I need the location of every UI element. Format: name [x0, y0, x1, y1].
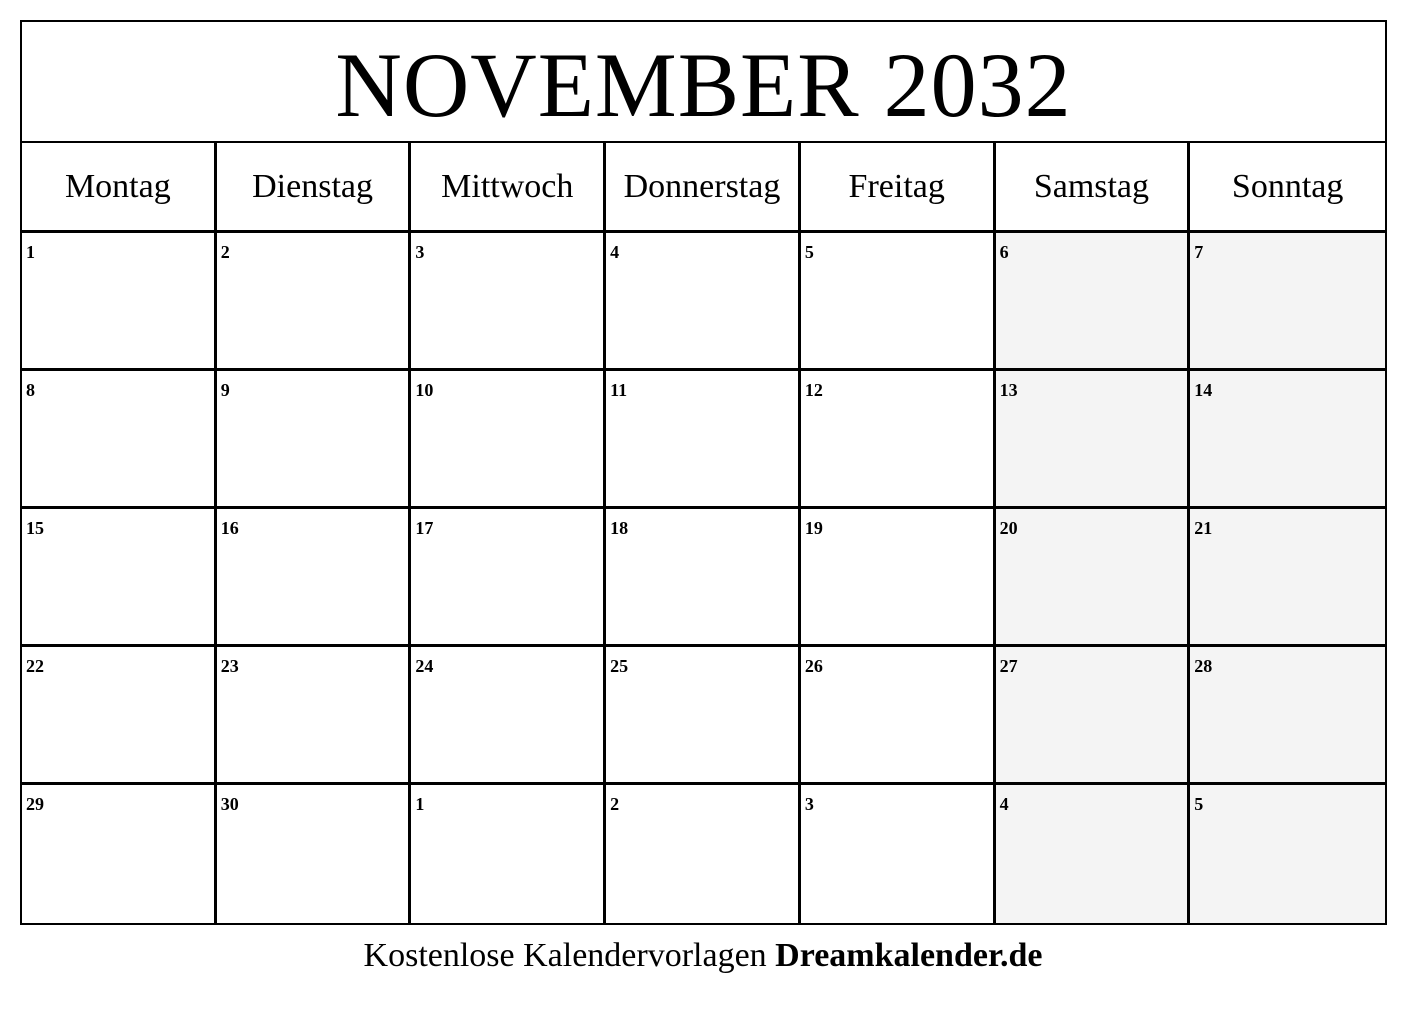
day-cell[interactable] [217, 785, 412, 923]
day-number: 27 [999, 656, 1018, 676]
day-number: 11 [610, 380, 628, 400]
day-number: 23 [220, 656, 239, 676]
day-number: 22 [26, 656, 44, 676]
weekday-friday: Freitag [801, 143, 996, 233]
day-number: 5 [804, 242, 814, 262]
title-bar [22, 22, 1385, 143]
day-cell[interactable] [22, 233, 217, 371]
day-cell[interactable] [1190, 233, 1385, 371]
day-number: 26 [804, 656, 823, 676]
day-number: 3 [804, 794, 814, 814]
day-number: 17 [415, 518, 434, 538]
day-number: 8 [26, 380, 35, 400]
day-number: 4 [610, 242, 620, 262]
day-cell[interactable] [996, 371, 1191, 509]
day-cell[interactable] [1190, 371, 1385, 509]
day-cell[interactable] [217, 371, 412, 509]
day-number: 14 [1194, 380, 1213, 400]
day-number: 16 [220, 518, 239, 538]
day-cell[interactable] [801, 371, 996, 509]
day-number: 30 [220, 794, 239, 814]
weekday-tuesday: Dienstag [217, 143, 412, 233]
day-cell[interactable] [996, 509, 1191, 647]
day-number: 19 [804, 518, 823, 538]
day-cell[interactable] [801, 647, 996, 785]
day-number: 12 [804, 380, 823, 400]
day-cell[interactable] [606, 647, 801, 785]
day-number: 28 [1194, 656, 1213, 676]
day-number: 21 [1194, 518, 1213, 538]
day-number: 20 [999, 518, 1018, 538]
day-cell[interactable] [411, 785, 606, 923]
day-number: 3 [415, 242, 425, 262]
day-cell[interactable] [606, 509, 801, 647]
day-number: 25 [610, 656, 629, 676]
day-number: 4 [999, 794, 1009, 814]
day-cell[interactable] [996, 647, 1191, 785]
day-number: 2 [610, 794, 620, 814]
day-number: 9 [220, 380, 230, 400]
day-cell[interactable] [22, 785, 217, 923]
day-grid [22, 233, 1385, 923]
day-cell[interactable] [1190, 509, 1385, 647]
weekday-sunday: Sonntag [1190, 143, 1385, 233]
day-cell[interactable] [1190, 785, 1385, 923]
day-cell[interactable] [411, 647, 606, 785]
day-cell[interactable] [606, 371, 801, 509]
day-cell[interactable] [411, 371, 606, 509]
day-number: 10 [415, 380, 434, 400]
day-number: 1 [26, 242, 35, 262]
day-cell[interactable] [801, 509, 996, 647]
day-cell[interactable] [996, 785, 1191, 923]
weekday-thursday: Donnerstag [606, 143, 801, 233]
weekday-wednesday: Mittwoch [411, 143, 606, 233]
day-number: 24 [415, 656, 434, 676]
calendar-title: NOVEMBER 2032 [335, 33, 1072, 136]
weekday-header [22, 143, 1385, 233]
day-cell[interactable] [217, 233, 412, 371]
day-number: 29 [26, 794, 44, 814]
day-cell[interactable] [217, 509, 412, 647]
day-cell[interactable] [22, 371, 217, 509]
day-number: 15 [26, 518, 44, 538]
day-cell[interactable] [411, 509, 606, 647]
footer-brand: Dreamkalender.de [775, 937, 1043, 974]
day-cell[interactable] [22, 509, 217, 647]
day-cell[interactable] [996, 233, 1191, 371]
day-number: 2 [220, 242, 230, 262]
day-number: 7 [1194, 242, 1204, 262]
footer [0, 937, 1406, 975]
day-cell[interactable] [22, 647, 217, 785]
day-cell[interactable] [606, 785, 801, 923]
day-cell[interactable] [801, 233, 996, 371]
footer-text: Kostenlose Kalendervorlagen [363, 937, 767, 974]
day-cell[interactable] [1190, 647, 1385, 785]
weekday-monday: Montag [22, 143, 217, 233]
day-cell[interactable] [411, 233, 606, 371]
day-number: 1 [415, 794, 425, 814]
day-number: 6 [999, 242, 1009, 262]
calendar [20, 20, 1387, 925]
day-number: 18 [610, 518, 629, 538]
day-number: 13 [999, 380, 1018, 400]
day-cell[interactable] [606, 233, 801, 371]
weekday-saturday: Samstag [996, 143, 1191, 233]
day-cell[interactable] [801, 785, 996, 923]
day-number: 5 [1194, 794, 1204, 814]
day-cell[interactable] [217, 647, 412, 785]
